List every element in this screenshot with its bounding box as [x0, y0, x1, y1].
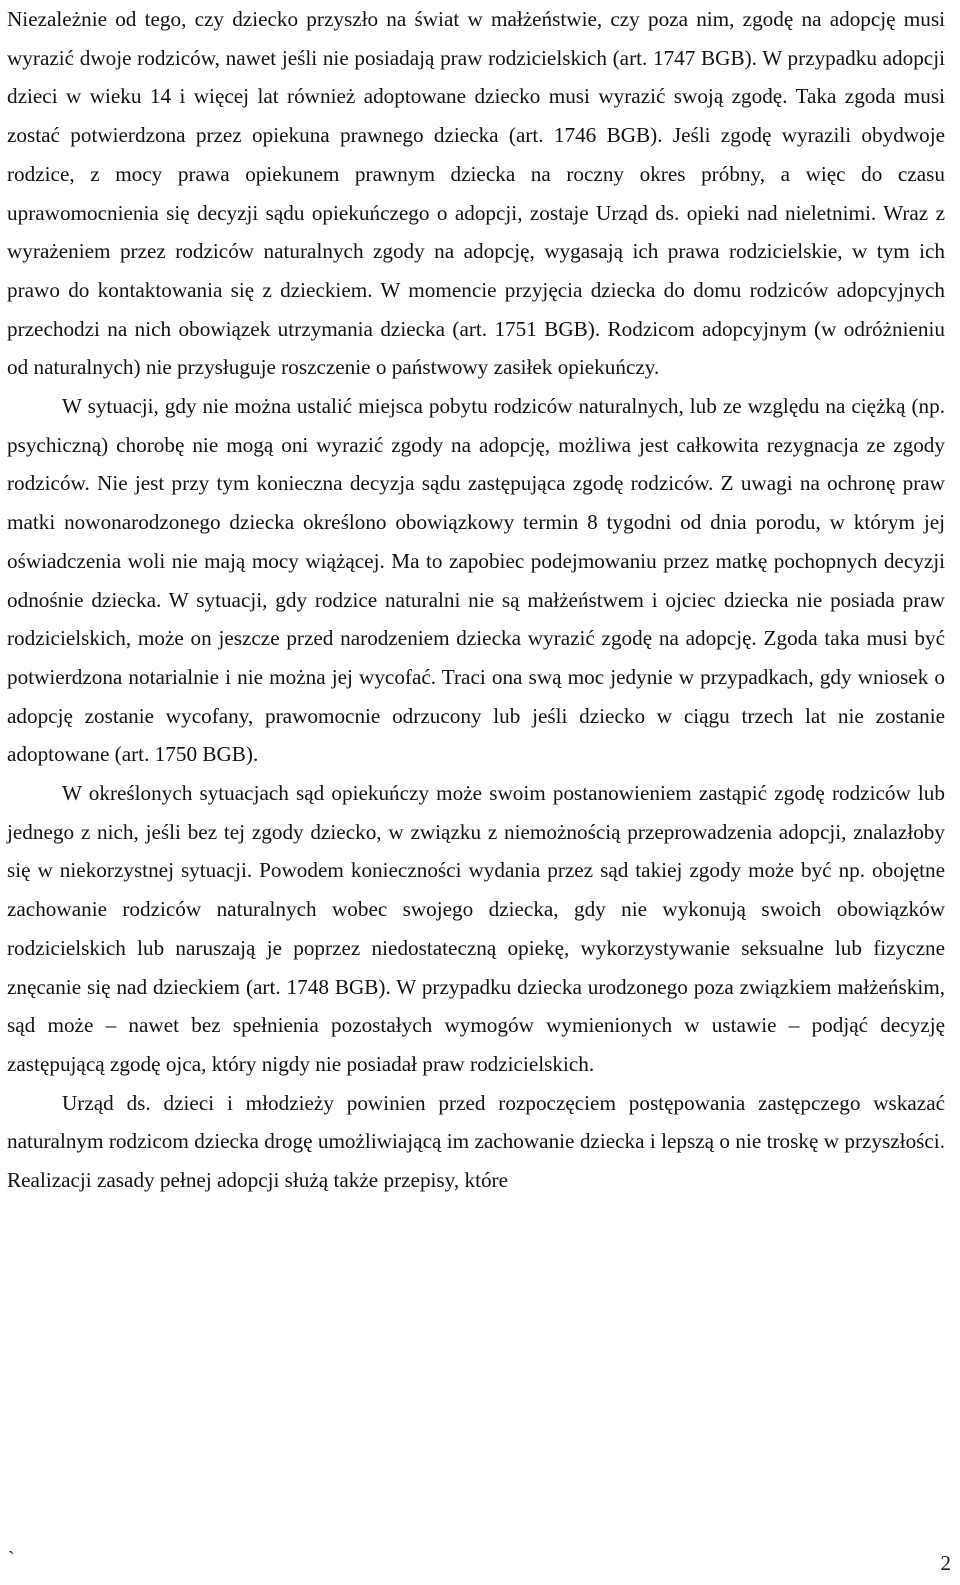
page-number: 2 — [940, 1551, 951, 1575]
paragraph-1: Niezależnie od tego, czy dziecko przyszło na świat w małżeństwie, czy poza nim, zgodę na adopcję musi wyrazić dwoje rodziców, nawet jeśli nie posiadają praw rodzicielskich (art. 1747 BGB). W przypadku adopcji dzieci w wieku 14 i więcej lat również adoptowane dziecko musi wyrazić swoją zgodę. Taka zgoda musi zostać potwierdzona przez opiekuna prawnego dziecka (art. 1746 BGB). Jeśli zgodę wyrazili obydwoje rodzice, z mocy prawa opiekunem prawnym dziecka na roczny okres próbny, a więc do czasu uprawomocnienia się decyzji sądu opiekuńczego o adopcji, zostaje Urząd ds. opieki nad nieletnimi. Wraz z wyrażeniem przez rodziców naturalnych zgody na adopcję, wygasają ich prawa rodzicielskie, w tym ich prawo do kontaktowania się z dzieckiem. W momencie przyjęcia dziecka do domu rodziców adopcyjnych przechodzi na nich obowiązek utrzymania dziecka (art. 1751 BGB). Rodzicom adopcyjnym (w odróżnieniu od naturalnych) nie przysługuje roszczenie o państwowy zasiłek opiekuńczy. — [7, 7, 945, 380]
paragraph-2: W sytuacji, gdy nie można ustalić miejsca pobytu rodziców naturalnych, lub ze względu na ciężką (np. psychiczną) chorobę nie mogą oni wyrazić zgody na adopcję, możliwa jest całkowita rezygnacja ze zgody rodziców. Nie jest przy tym konieczna decyzja sądu zastępująca zgodę rodziców. Z uwagi na ochronę praw matki nowonarodzonego dziecka określono obowiązkowy termin 8 tygodni od dnia porodu, w którym jej oświadczenia woli nie mają mocy wiążącej. Ma to zapobiec podejmowaniu przez matkę pochopnych decyzji odnośnie dziecka. W sytuacji, gdy rodzice naturalni nie są małżeństwem i ojciec dziecka nie posiada praw rodzicielskich, może on jeszcze przed narodzeniem dziecka wyrazić zgodę na adopcję. Zgoda taka musi być potwierdzona notarialnie i nie można jej wycofać. Traci ona swą moc jedynie w przypadkach, gdy wniosek o adopcję zostanie wycofany, prawomocnie odrzucony lub jeśli dziecko w ciągu trzech lat nie zostanie adoptowane (art. 1750 BGB). — [7, 394, 945, 767]
document-body — [7, 0, 945, 1200]
paragraph-4: Urząd ds. dzieci i młodzieży powinien przed rozpoczęciem postępowania zastępczego wskazać naturalnym rodzicom dziecka drogę umożliwiającą im zachowanie dziecka i lepszą o nie troskę w przyszłości. Realizacji zasady pełnej adopcji służą także przepisy, które — [7, 1090, 945, 1193]
paragraph-3: W określonych sytuacjach sąd opiekuńczy może swoim postanowieniem zastąpić zgodę rodziców lub jednego z nich, jeśli bez tej zgody dziecko, w związku z niemożnością przeprowadzenia adopcji, znalazłoby się w niekorzystnej sytuacji. Powodem konieczności wydania przez sąd takiej zgody może być np. obojętne zachowanie rodziców naturalnych wobec swojego dziecka, gdy nie wykonują swoich obowiązków rodzicielskich lub naruszają je poprzez niedostateczną opiekę, wykorzystywanie seksualne lub fizyczne znęcanie się nad dzieckiem (art. 1748 BGB). W przypadku dziecka urodzonego poza związkiem małżeńskim, sąd może – nawet bez spełnienia pozostałych wymogów wymienionych w ustawie – podjąć decyzję zastępującą zgodę ojca, który nigdy nie posiadał praw rodzicielskich. — [7, 781, 945, 1076]
footer-mark: ` — [8, 1548, 15, 1570]
